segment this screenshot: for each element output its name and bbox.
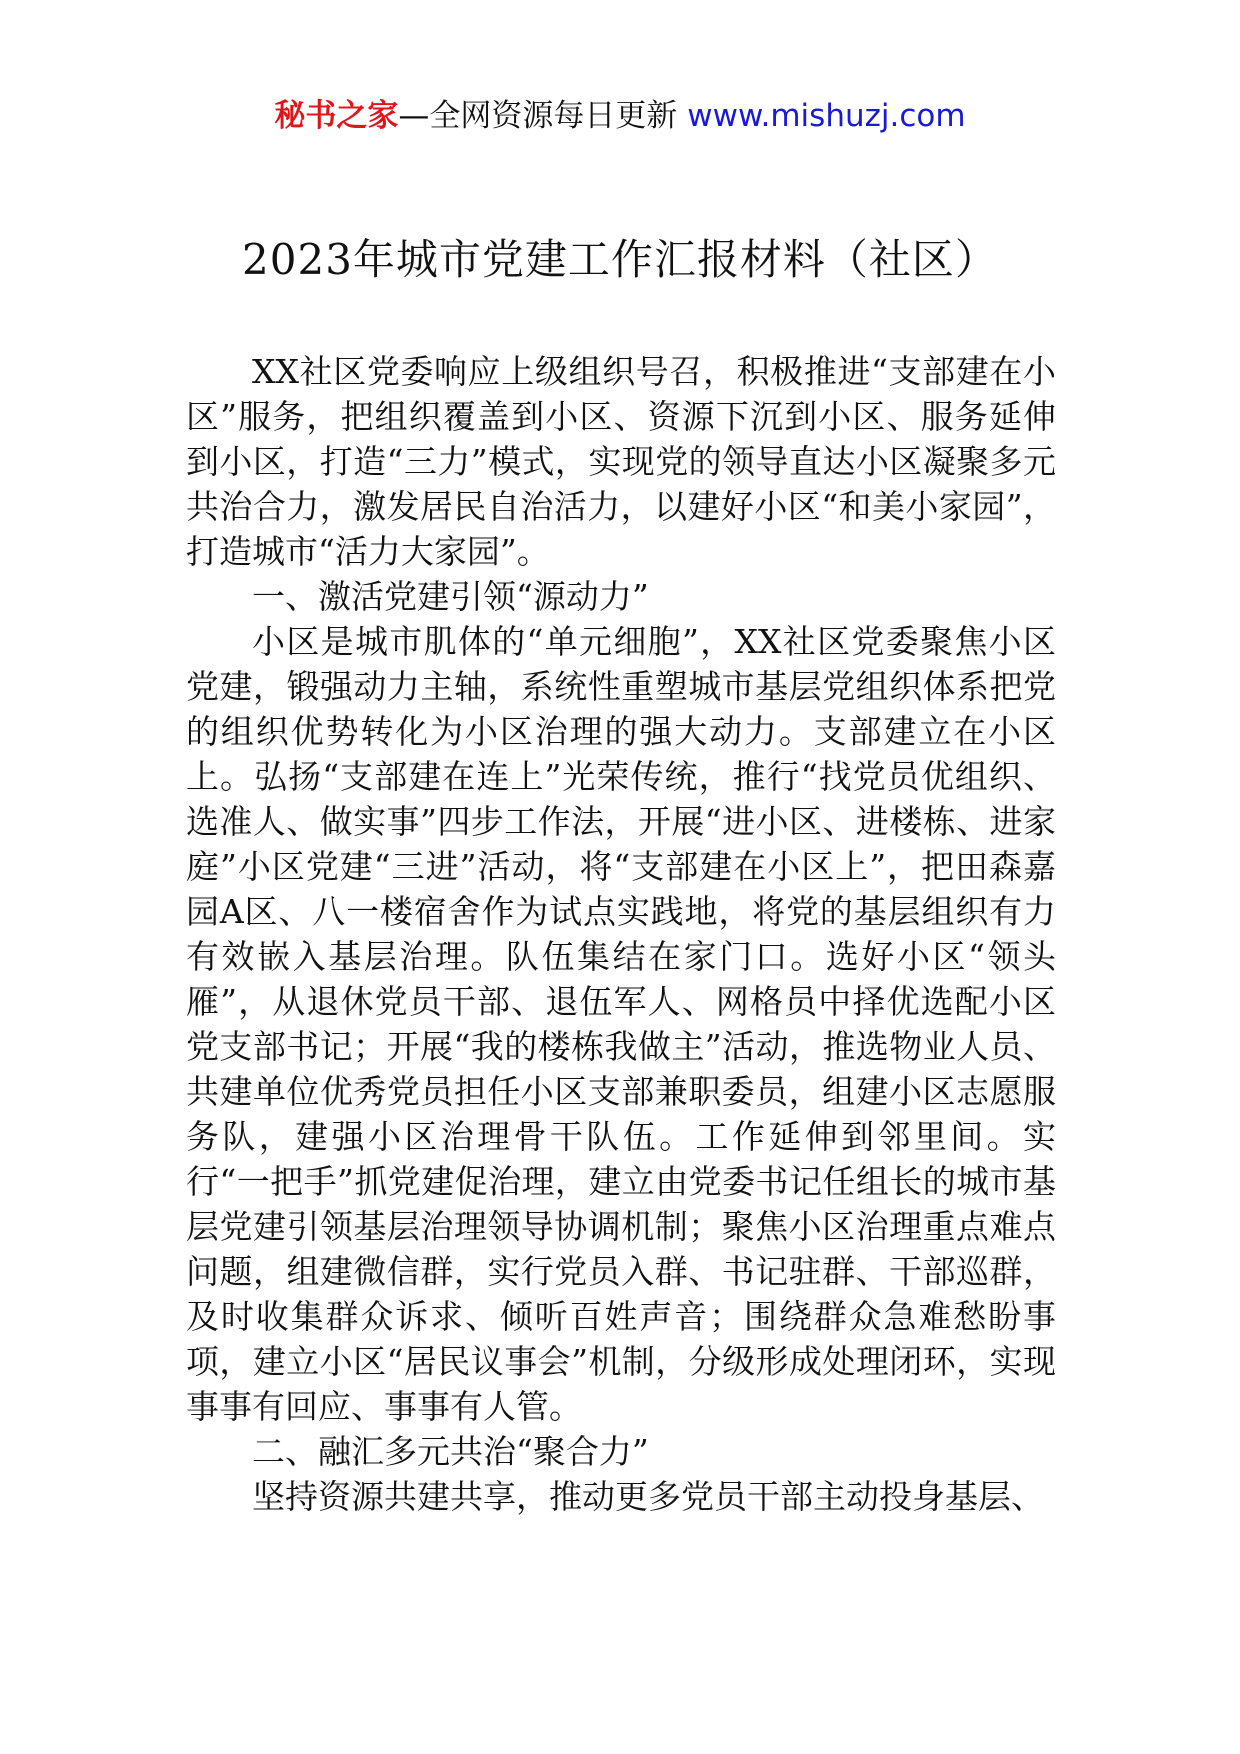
section-1-paragraph: 小区是城市肌体的“单元细胞”，XX社区党委聚焦小区党建，锻强动力主轴，系统性重塑城市基层党组织体系把党的组织优势转化为小区治理的强大动力。支部建立在小区上。弘扬“支部建在连上”光荣传统，推行“找党员优组织、选准人、做实事”四步工作法，开展“进小区、进楼栋、进家庭”小区党建“三进”活动，将“支部建在小区上”，把田森嘉园A区、八一楼宿舍作为试点实践地，将党的基层组织有力有效嵌入基层治理。队伍集结在家门口。选好小区“领头雁”，从退休党员干部、退伍军人、网格员中择优选配小区党支部书记；开展“我的楼栋我做主”活动，推选物业人员、共建单位优秀党员担任小区支部兼职委员，组建小区志愿服务队，建强小区治理骨干队伍。工作延伸到邻里间。实行“一把手”抓党建促治理，建立由党委书记任组长的城市基层党建引领基层治理领导协调机制；聚焦小区治理重点难点问题，组建微信群，实行党员入群、书记驻群、干部巡群，及时收集群众诉求、倾听百姓声音；围绕群众急难愁盼事项，建立小区“居民议事会”机制，分级形成处理闭环，实现事事有回应、事事有人管。 [186,622,1056,1426]
intro-paragraph: XX社区党委响应上级组织号召，积极推进“支部建在小区”服务，把组织覆盖到小区、资源下沉到小区、服务延伸到小区，打造“三力”模式，实现党的领导直达小区凝聚多元共治合力，激发居民自治活力，以建好小区“和美小家园”，打造城市“活力大家园”。 [186,352,1056,571]
document-body [186,349,1056,1519]
section-heading-1: 一、激活党建引领“源动力” [252,577,649,616]
site-header [0,96,1240,136]
section-2-paragraph: 坚持资源共建共享，推动更多党员干部主动投身基层、 [252,1477,1044,1516]
section-heading-2: 二、融汇多元共治“聚合力” [252,1432,649,1471]
site-brand: 秘书之家 [274,98,399,134]
site-tagline: —全网资源每日更新 [398,98,688,134]
document-title: 2023年城市党建工作汇报材料（社区） [242,235,998,284]
site-url-link[interactable]: www.mishuzj.com [687,98,966,134]
